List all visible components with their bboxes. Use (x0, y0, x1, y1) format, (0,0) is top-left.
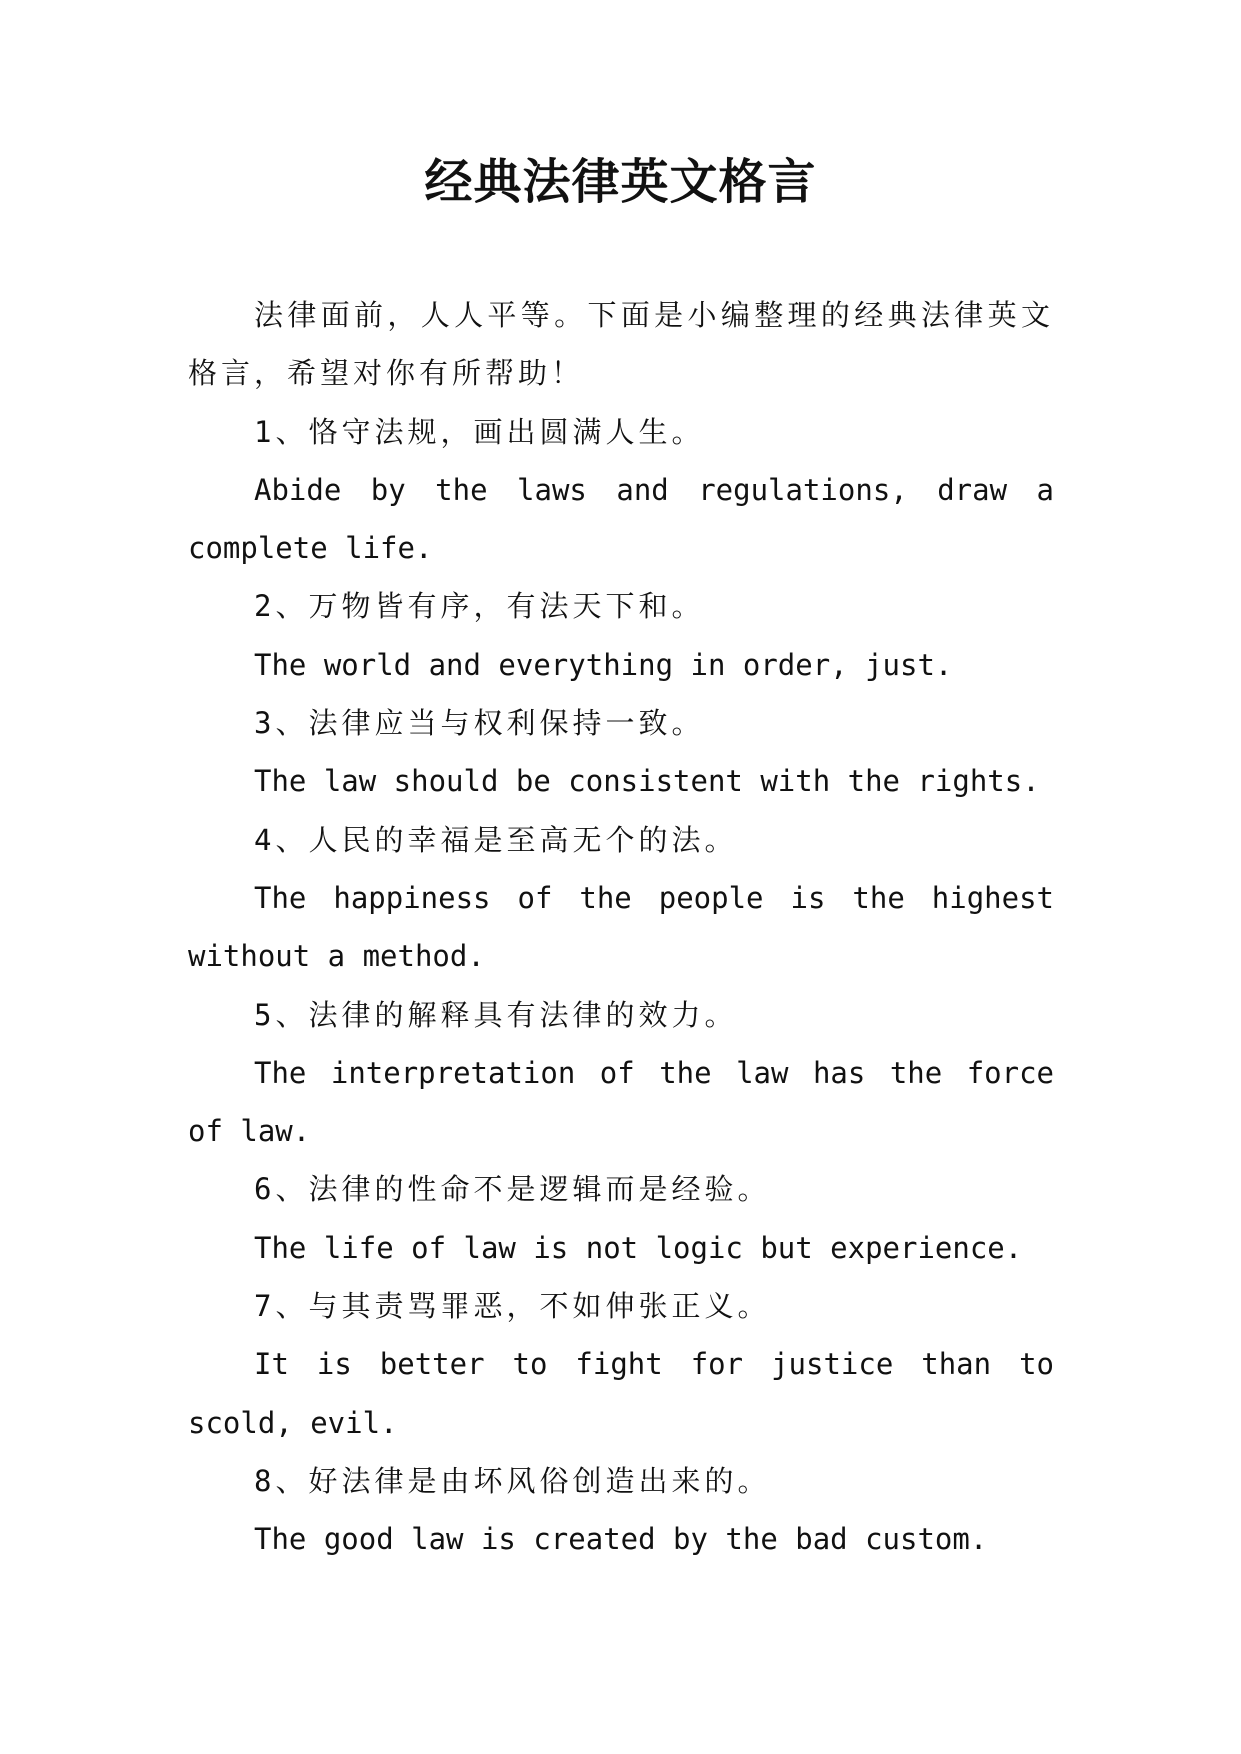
maxim-4-english: The happiness of the people is the highest without a method. (188, 880, 1054, 974)
maxim-3-english: The law should be consistent with the rights. (254, 764, 1040, 799)
maxim-1-english: Abide by the laws and regulations, draw a complete life. (188, 472, 1054, 566)
document-body (188, 286, 1054, 1569)
maxim-2-english: The world and everything in order, just. (254, 647, 953, 682)
maxim-6-english: The life of law is not logic but experience. (254, 1230, 1023, 1265)
maxim-4-chinese: 4、人民的幸福是至高无个的法。 (254, 822, 738, 857)
maxim-7-english: It is better to fight for justice than to scold, evil. (188, 1347, 1054, 1440)
maxim-7-chinese: 7、与其责骂罪恶，不如伸张正义。 (254, 1289, 771, 1324)
intro-paragraph: 法律面前，人人平等。下面是小编整理的经典法律英文格言，希望对你有所帮助！ (188, 298, 1054, 391)
maxim-6-chinese: 6、法律的性命不是逻辑而是经验。 (254, 1172, 771, 1207)
maxim-5-english: The interpretation of the law has the force of law. (188, 1055, 1054, 1149)
maxim-8-english: The good law is created by the bad custom. (254, 1522, 988, 1557)
document-title: 经典法律英文格言 (424, 154, 817, 210)
maxim-1-chinese: 1、恪守法规，画出圆满人生。 (254, 414, 705, 449)
maxim-8-chinese: 8、好法律是由坏风俗创造出来的。 (254, 1463, 771, 1498)
maxim-3-chinese: 3、法律应当与权利保持一致。 (254, 706, 705, 741)
maxim-2-chinese: 2、万物皆有序，有法天下和。 (254, 589, 705, 624)
maxim-5-chinese: 5、法律的解释具有法律的效力。 (254, 997, 738, 1032)
